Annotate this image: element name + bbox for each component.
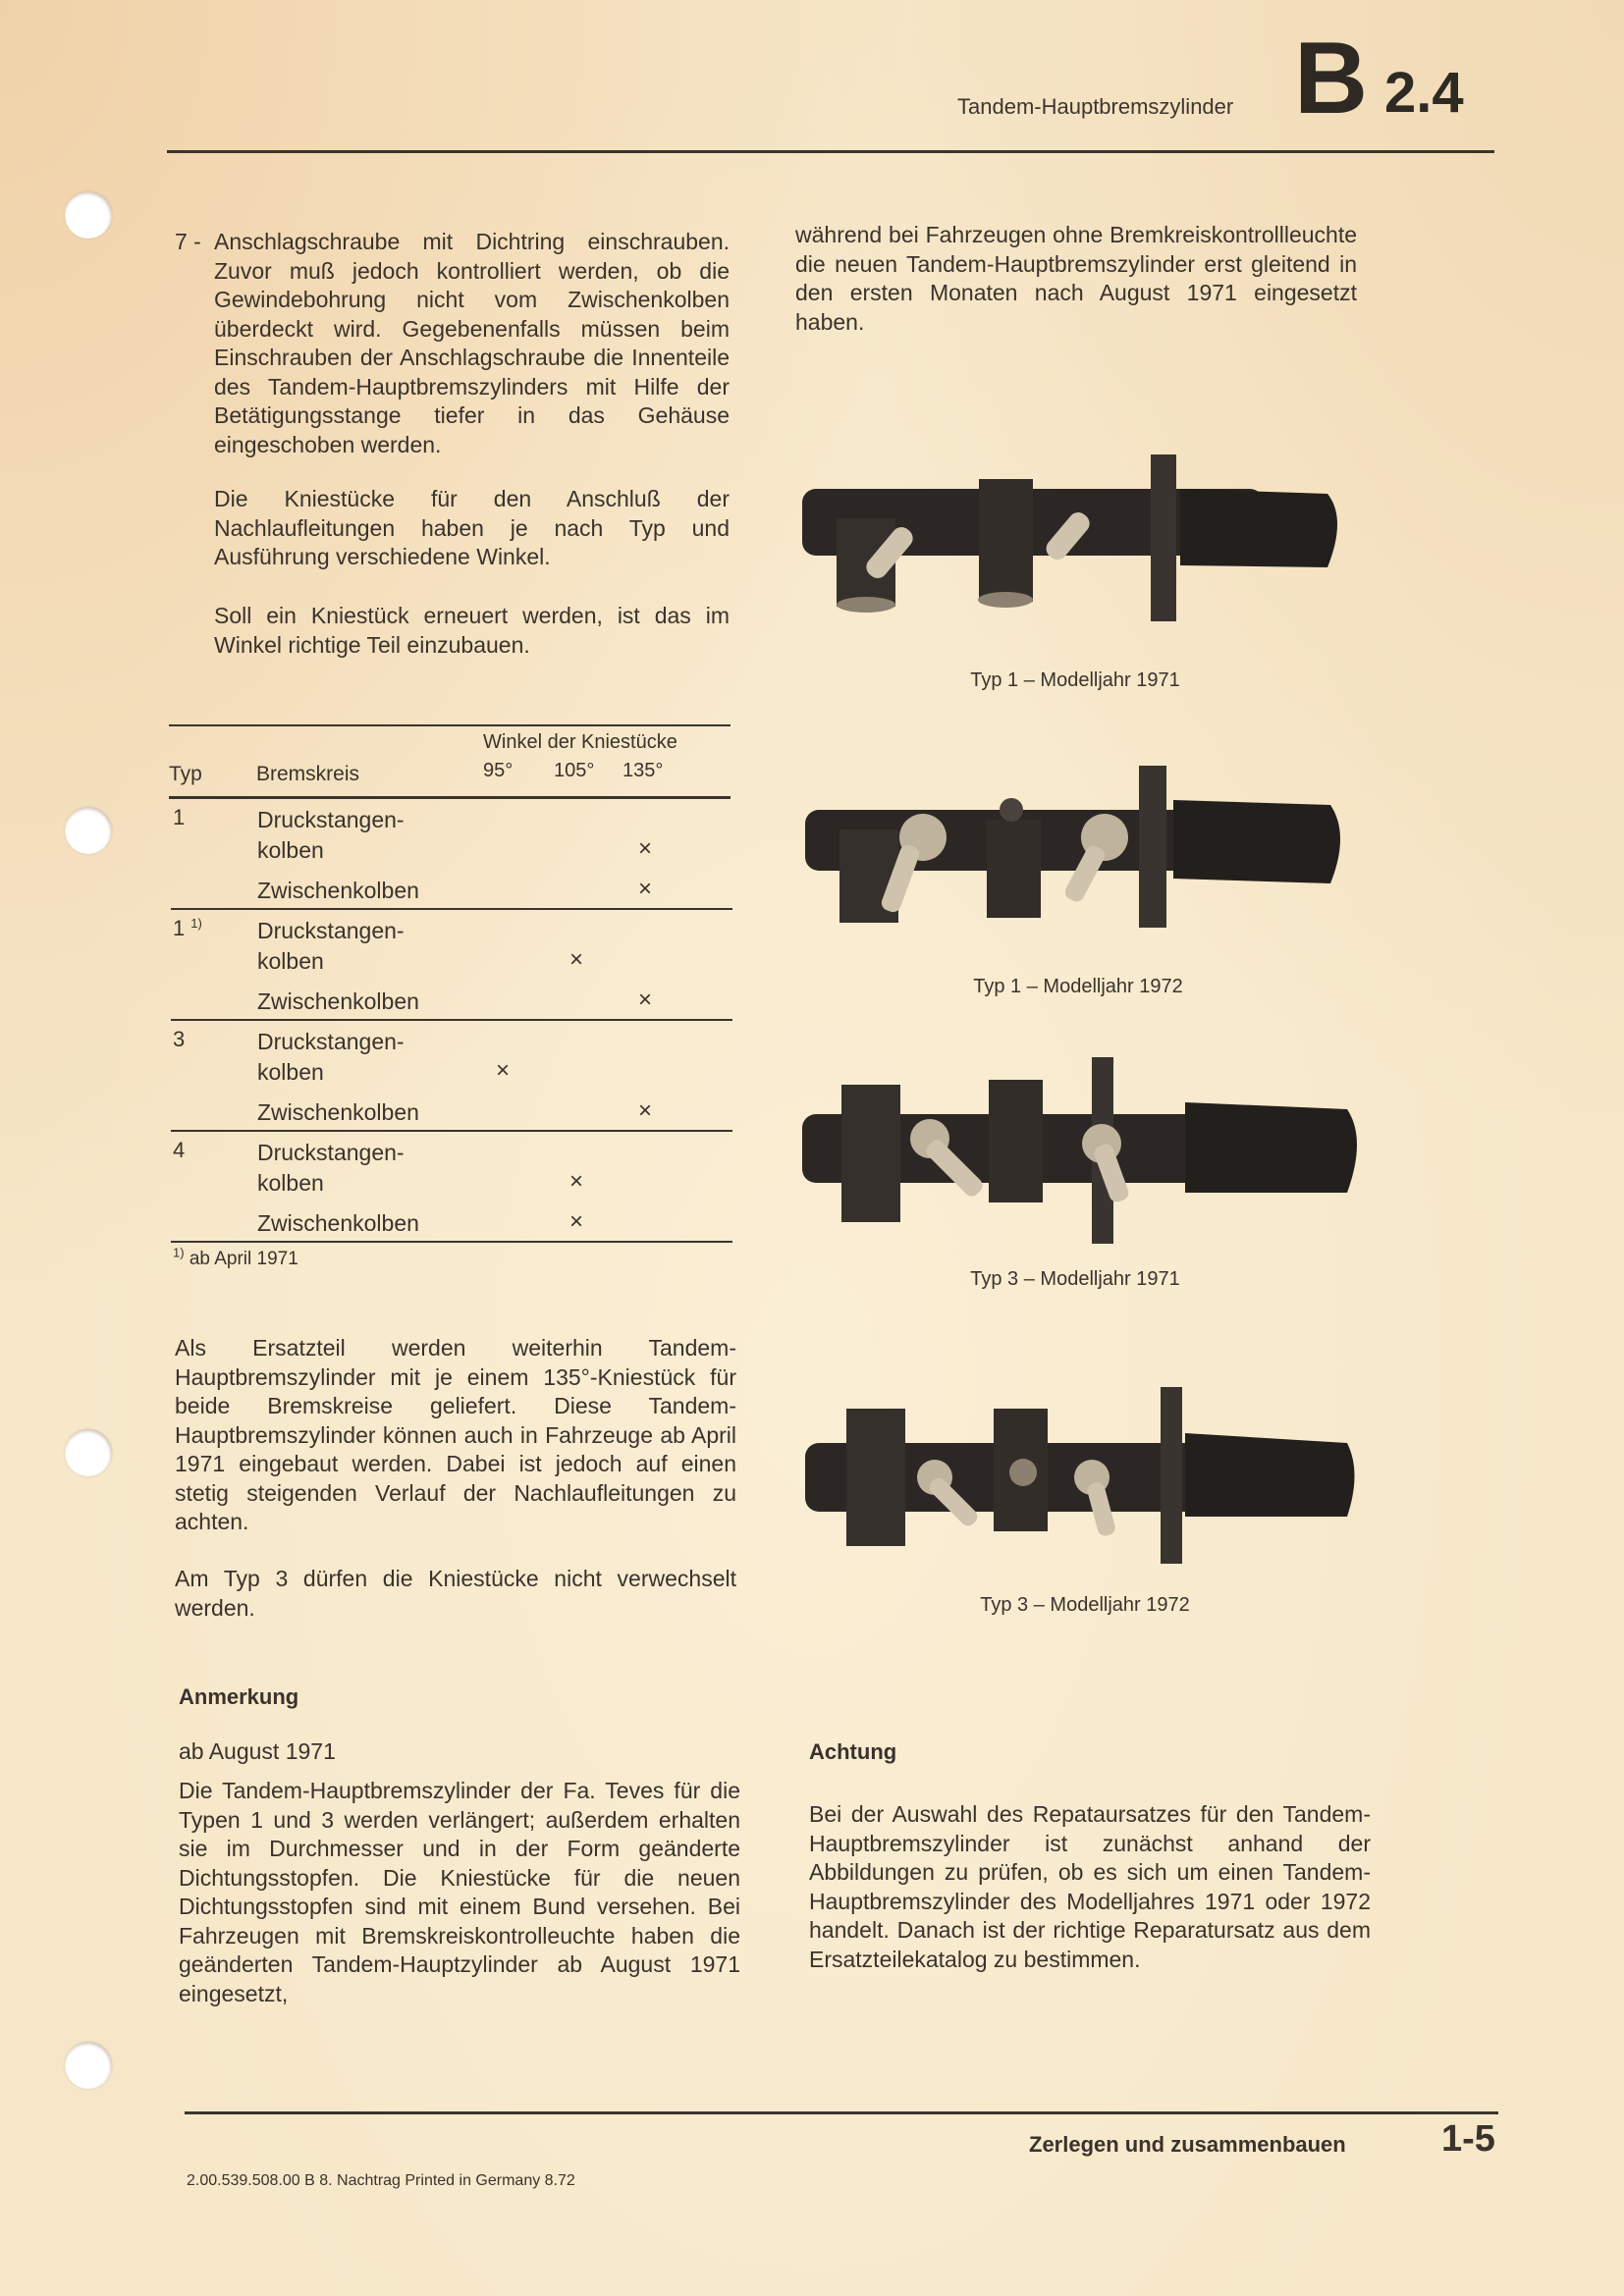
row-bremskreis: Zwischenkolben — [257, 988, 419, 1014]
footnote-marker: 1) — [173, 1245, 185, 1260]
row-typ-footnote: 1) — [190, 915, 202, 931]
col-header-typ: Typ — [169, 763, 202, 785]
angle-mark: × — [638, 876, 653, 902]
row-typ — [173, 916, 202, 941]
figure-caption-typ1-1972: Typ 1 – Modelljahr 1972 — [973, 976, 1183, 997]
master-cylinder-illustration — [802, 454, 1337, 621]
print-info: 2.00.539.508.00 B 8. Nachtrag Printed in Germany 8.72 — [187, 2172, 575, 2189]
table-row — [0, 1138, 584, 1196]
row-typ-value: 1 — [173, 805, 186, 829]
punch-hole — [65, 2042, 112, 2089]
figure-caption-typ3-1972: Typ 3 – Modelljahr 1972 — [980, 1594, 1190, 1616]
master-cylinder-illustration — [805, 1387, 1355, 1564]
step-text: Anschlagschraube mit Dichtring einschrauben. Zuvor muß jedoch kontrolliert werden, ob die Gewindebohrung nicht vom Zwischenkolben überdeckt wird. Gegebenenfalls müssen beim Einschrauben der Anschlagschraube die Innenteile des Tandem-Hauptbremszylinders mit Hilfe der Betätigungsstange tiefer in das Gehäuse eingeschoben werden. — [214, 229, 730, 457]
punch-hole — [65, 1429, 112, 1476]
table-group-header: Winkel der Kniestücke — [483, 731, 677, 753]
table-group-rule — [171, 1241, 732, 1243]
table-row — [0, 1208, 584, 1236]
row-typ — [173, 1027, 185, 1052]
para-typ3: Am Typ 3 dürfen die Kniestücke nicht verwechselt werden. — [175, 1566, 736, 1621]
angle-mark: × — [569, 1208, 584, 1235]
table-row — [0, 915, 584, 974]
angle-mark: × — [638, 1097, 653, 1124]
footer-rule — [185, 2111, 1498, 2114]
master-cylinder-illustration — [805, 766, 1340, 928]
figure-typ3-1971 — [797, 1055, 1377, 1252]
section-number: 2.4 — [1384, 61, 1464, 125]
row-typ-value: 4 — [173, 1138, 186, 1162]
footnote-text: ab April 1971 — [189, 1249, 298, 1269]
table-group-rule — [171, 1019, 732, 1021]
para-ersatzteil: Als Ersatzteil werden weiterhin Tandem-Hauptbremszylinder mit je einem 135°-Kniestück für beide Bremskreise geliefert. Diese Tandem-Hauptbremszylinder können auch in Fahrzeuge ab April 1971 eingebaut werden. Dabei ist jedoch auf einen stetig steigenden Verlauf der Nachlaufleitungen zu achten. — [175, 1335, 736, 1534]
col-header-95: 95° — [483, 760, 514, 781]
para-kniestuecke: Die Kniestücke für den Anschluß der Nachlaufleitungen haben je nach Typ und Ausführung verschiedene Winkel. — [214, 486, 730, 569]
angle-mark: × — [496, 1057, 511, 1084]
punch-hole — [65, 807, 112, 854]
table-group-rule — [171, 1130, 732, 1132]
figure-typ1-1972 — [800, 761, 1365, 937]
figure-typ1-1971 — [797, 450, 1362, 626]
figure-caption-typ3-1971: Typ 3 – Modelljahr 1971 — [970, 1268, 1180, 1290]
row-bremskreis: Druckstangen-kolben — [257, 918, 405, 974]
row-bremskreis: Zwischenkolben — [257, 1210, 419, 1236]
para-right-top: während bei Fahrzeugen ohne Bremkreiskontrollleuchte die neuen Tandem-Hauptbremszylinder erst gleitend in den ersten Monaten nach August 1971 eingesetzt haben. — [795, 222, 1357, 335]
anmerkung-date: ab August 1971 — [179, 1738, 336, 1764]
angle-mark: × — [638, 835, 653, 862]
footer-chapter: Zerlegen und zusammenbauen — [1029, 2132, 1346, 2157]
row-bremskreis: Zwischenkolben — [257, 878, 419, 903]
row-bremskreis: Zwischenkolben — [257, 1099, 419, 1125]
anmerkung-heading: Anmerkung — [179, 1684, 299, 1709]
achtung-heading: Achtung — [809, 1739, 897, 1764]
table-row — [0, 1097, 653, 1125]
row-bremskreis: Druckstangen-kolben — [257, 807, 405, 863]
row-typ-value: 3 — [173, 1027, 186, 1051]
para-erneuern: Soll ein Kniestück erneuert werden, ist das im Winkel richtige Teil einzubauen. — [214, 603, 730, 658]
table-row — [0, 805, 653, 863]
step-number: 7 - — [175, 229, 201, 254]
figure-caption-typ1-1971: Typ 1 – Modelljahr 1971 — [970, 669, 1180, 691]
col-header-105: 105° — [554, 760, 595, 781]
section-letter: B — [1294, 22, 1369, 135]
table-header-rule — [169, 796, 731, 799]
table-group-rule — [171, 908, 732, 910]
achtung-text: Bei der Auswahl des Repataursatzes für den Tandem-Hauptbremszylinder ist zunächst anhand der Abbildungen zu prüfen, ob es sich um einen Tandem-Hauptbremszylinder des Modelljahres 1971 oder 1972 handelt. Danach ist der richtige Reparatursatz aus dem Ersatzteilekatalog zu bestimmen. — [809, 1801, 1371, 1972]
row-bremskreis: Druckstangen-kolben — [257, 1140, 405, 1196]
header-rule — [167, 150, 1494, 153]
step-7 — [175, 228, 730, 459]
table-row — [0, 987, 653, 1014]
anmerkung-text: Die Tandem-Hauptbremszylinder der Fa. Teves für die Typen 1 und 3 werden verlängert; außerdem erhalten sie im Durchmesser und in der Form geänderte Dichtungsstopfen. Die Kniestücke für die neuen Dichtungsstopfen sind mit einem Bund versehen. Bei Fahrzeugen mit Bremskreiskontrolleuchte haben die geänderten Tandem-Hauptzylinder ab August 1971 eingesetzt, — [179, 1778, 740, 2006]
table-footnote — [173, 1245, 298, 1270]
col-header-bremskreis: Bremskreis — [256, 763, 360, 785]
master-cylinder-illustration — [802, 1057, 1357, 1244]
punch-hole — [65, 191, 112, 239]
row-bremskreis: Druckstangen-kolben — [257, 1029, 405, 1085]
row-typ — [173, 1138, 185, 1163]
row-typ — [173, 805, 185, 830]
figure-typ3-1972 — [797, 1379, 1377, 1566]
angle-mark: × — [638, 987, 653, 1013]
page-number: 1-5 — [1441, 2118, 1495, 2160]
table-row — [0, 1027, 511, 1085]
angle-mark: × — [569, 1168, 584, 1195]
angle-mark: × — [569, 946, 584, 973]
table-top-rule — [169, 724, 731, 726]
table-row — [0, 876, 653, 903]
row-typ-value: 1 — [173, 916, 186, 940]
col-header-135: 135° — [623, 760, 664, 781]
header-title: Tandem-Hauptbremszylinder — [957, 94, 1234, 119]
